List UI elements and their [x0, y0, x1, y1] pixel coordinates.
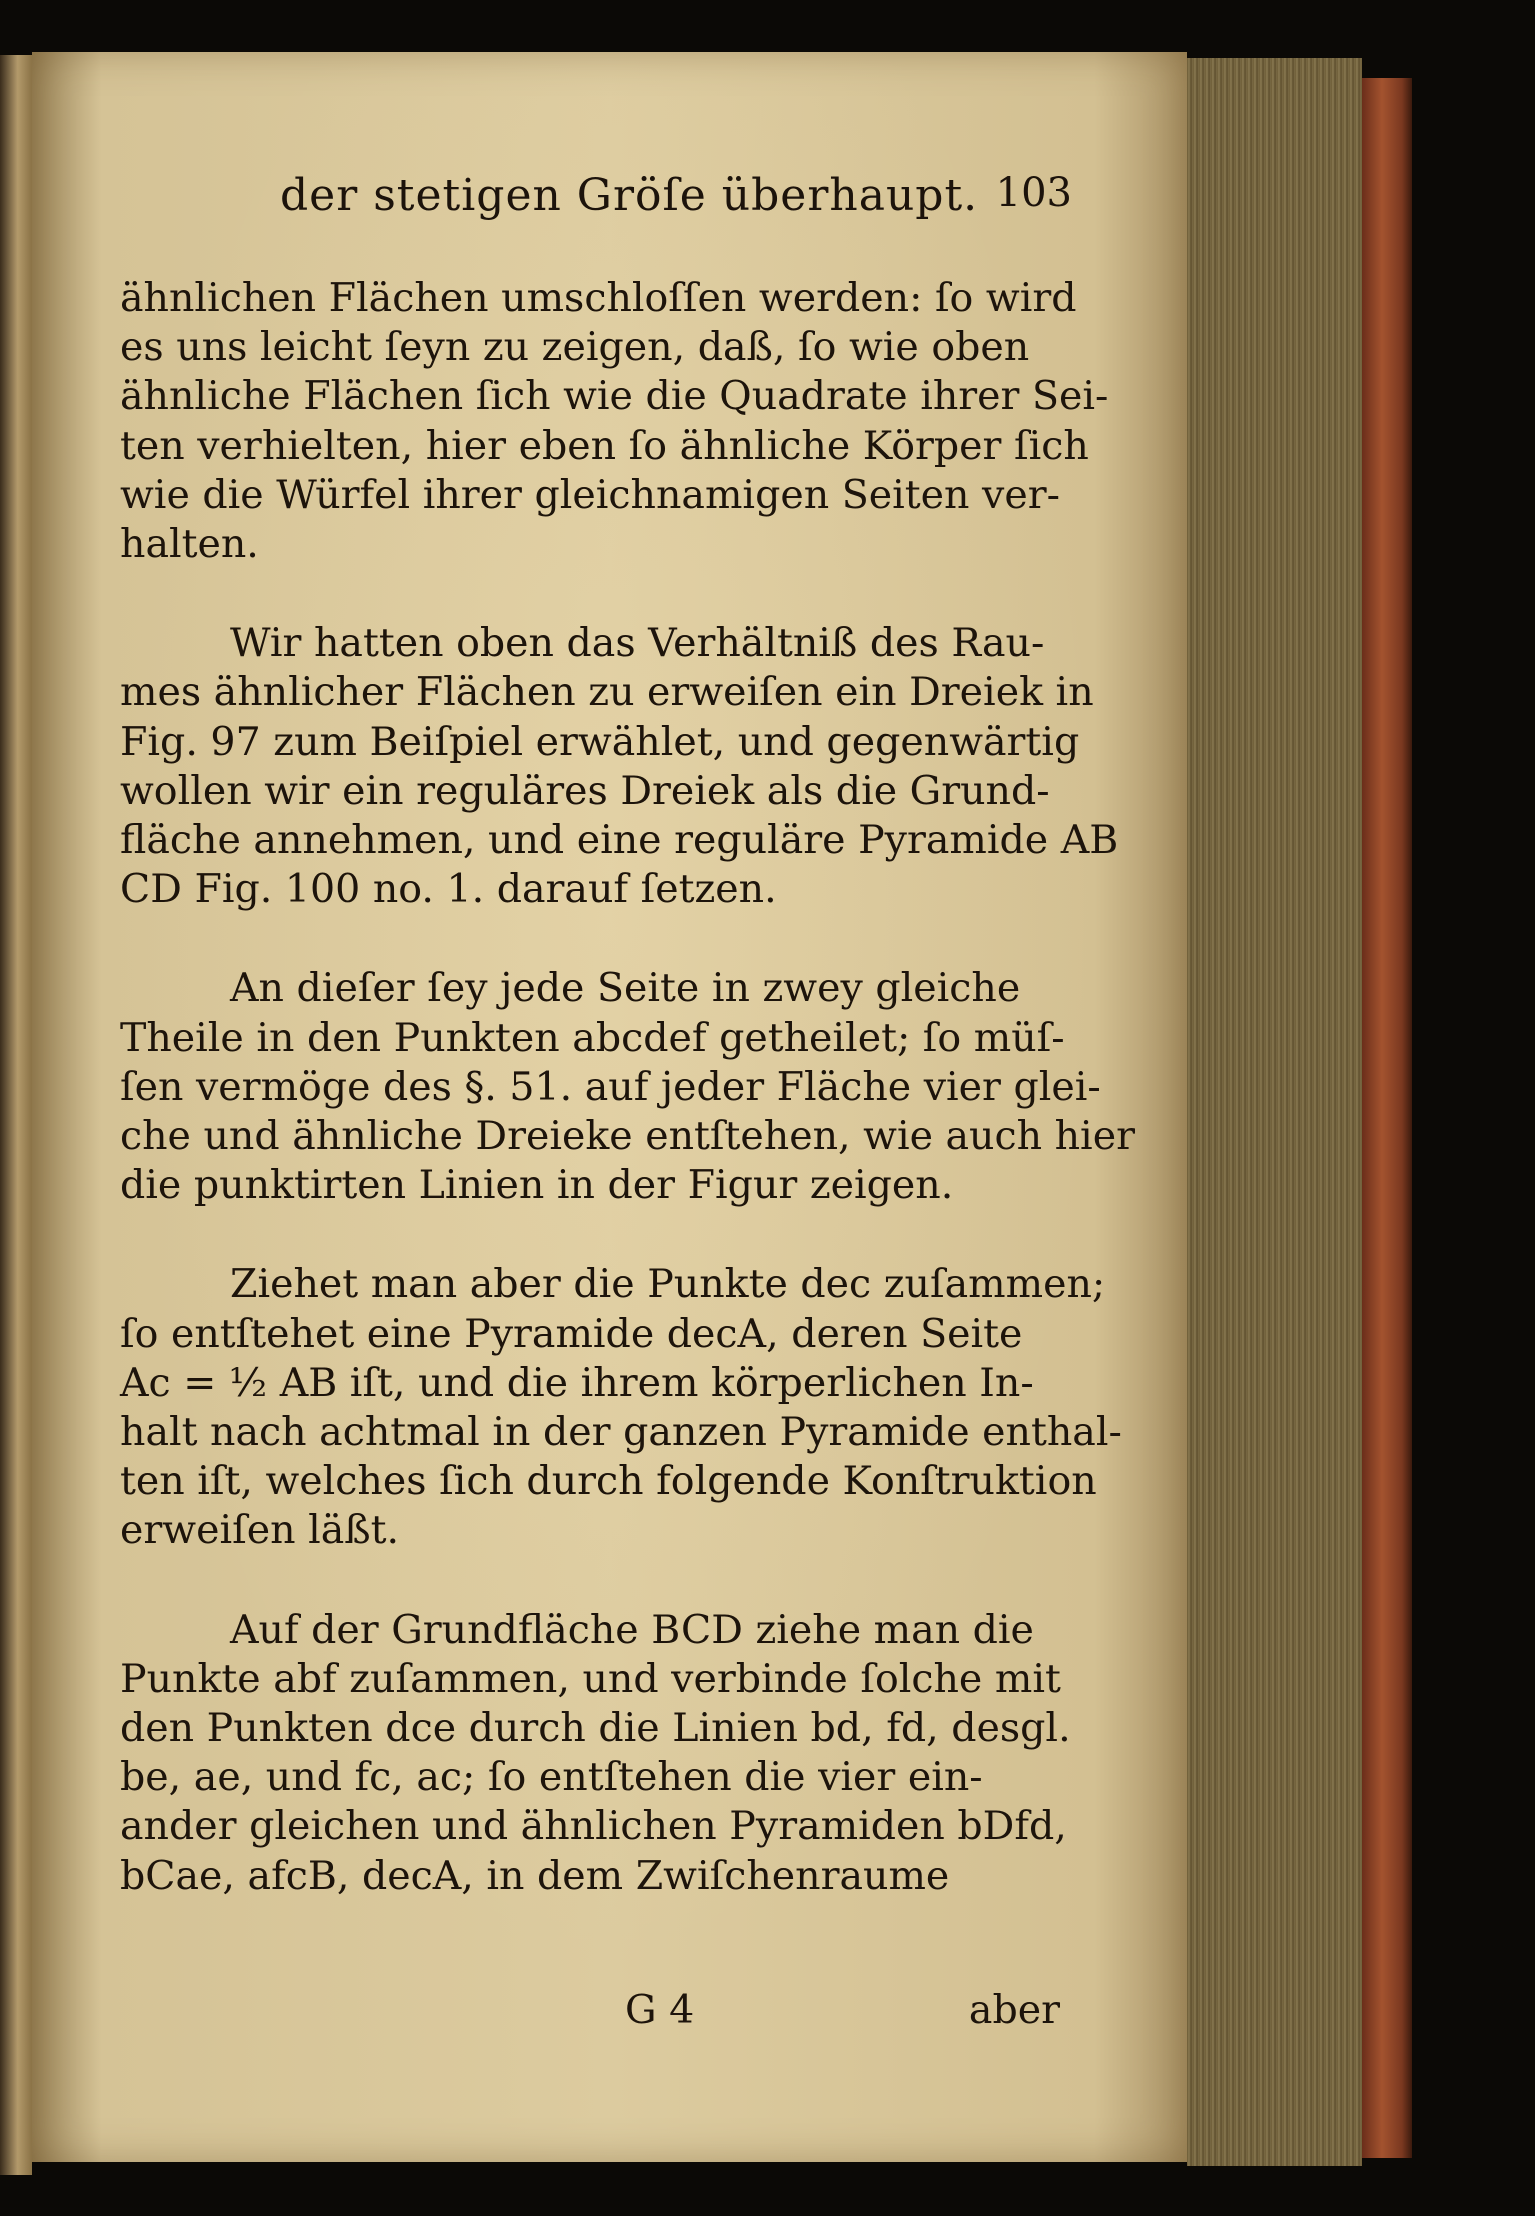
text-line: ander gleichen und ähnlichen Pyramiden bDfd, [120, 1803, 1067, 1850]
text-line: mes ähnlicher Flächen zu erweiſen ein Dreiek in [120, 669, 1094, 716]
text-line: che und ähnliche Dreieke entſtehen, wie auch hier [120, 1113, 1135, 1160]
paragraph-1 [120, 274, 1109, 569]
text-line: halt nach achtmal in der ganzen Pyramide enthal- [120, 1409, 1122, 1456]
text-line: ten verhielten, hier eben ſo ähnliche Körper ſich [120, 422, 1089, 469]
text-line: ähnlichen Flächen umschloſſen werden: ſo wird [120, 275, 1077, 321]
text-line: Auf der Grundfläche BCD ziehe man die [230, 1606, 1034, 1653]
text-line: halten. [120, 521, 259, 568]
text-line: CD Fig. 100 no. 1. darauf ſetzen. [120, 866, 777, 913]
text-line: Wir hatten oben das Verhältniß des Rau- [230, 620, 1045, 667]
text-line: Ac = ½ AB iſt, und die ihrem körperlichen In- [120, 1359, 1034, 1406]
page-number: 103 [995, 170, 1072, 216]
text-line: Fig. 97 zum Beiſpiel erwählet, und gegenwärtig [120, 718, 1080, 765]
book-cover-edge [1362, 78, 1412, 2158]
paragraph-2 [120, 619, 1119, 914]
text-line: Theile in den Punkten abcdef getheilet; ſo müſ- [120, 1014, 1065, 1061]
catchword: aber [968, 1987, 1060, 2033]
text-line: erweiſen läßt. [120, 1507, 400, 1554]
page-footer [120, 1987, 1060, 2037]
text-line: wollen wir ein reguläres Dreiek als die Grund- [120, 767, 1050, 814]
paragraph-3 [120, 964, 1135, 1210]
text-line: Punkte abf zuſammen, und verbinde ſolche mit [120, 1655, 1061, 1702]
signature-mark: G 4 [625, 1987, 695, 2033]
facing-page-edge [0, 55, 32, 2175]
text-line: Ziehet man aber die Punkte dec zuſammen; [230, 1261, 1106, 1308]
text-line: bCae, afcB, decA, in dem Zwiſchenraume [120, 1852, 950, 1899]
running-head-title: der stetigen Gröſe überhaupt. [280, 170, 979, 221]
text-line: An dieſer ſey jede Seite in zwey gleiche [230, 965, 1021, 1012]
text-line: die punktirten Linien in der Figur zeigen. [120, 1162, 954, 1209]
text-line: wie die Würfel ihrer gleichnamigen Seiten ver- [120, 471, 1060, 518]
text-line: ähnliche Flächen ſich wie die Quadrate ihrer Sei- [120, 373, 1109, 420]
page-block-edge [1187, 58, 1362, 2166]
body-text [120, 274, 1135, 1901]
text-line: ten iſt, welches ſich durch folgende Konſtruktion [120, 1458, 1097, 1505]
paragraph-5 [120, 1606, 1071, 1901]
text-line: fläche annehmen, und eine reguläre Pyramide AB [120, 817, 1119, 864]
text-line: es uns leicht ſeyn zu zeigen, daß, ſo wie oben [120, 324, 1030, 371]
paragraph-4 [120, 1260, 1122, 1555]
running-head [192, 170, 1072, 230]
book-page [32, 52, 1187, 2162]
text-line: ſo entſtehet eine Pyramide decA, deren Seite [120, 1310, 1023, 1357]
text-line: den Punkten dce durch die Linien bd, fd, desgl. [120, 1705, 1071, 1752]
text-line: ſen vermöge des §. 51. auf jeder Fläche vier glei- [120, 1063, 1101, 1110]
text-line: be, ae, und fc, ac; ſo entſtehen die vier ein- [120, 1754, 983, 1801]
